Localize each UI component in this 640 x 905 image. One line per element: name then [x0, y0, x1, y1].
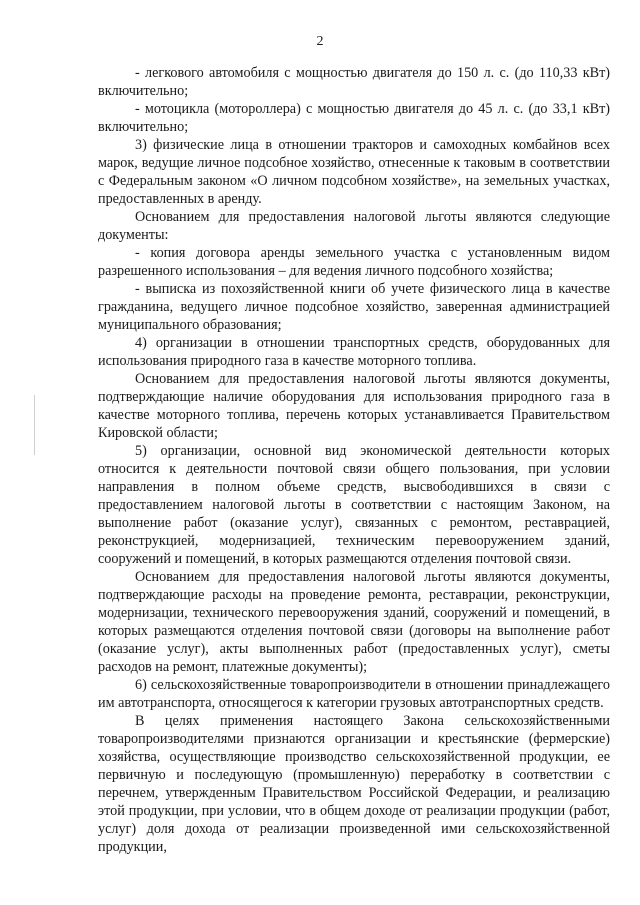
paragraph: - легкового автомобиля с мощностью двигателя до 150 л. с. (до 110,33 кВт) включительно;	[98, 65, 610, 99]
paragraph: - выписка из похозяйственной книги об учете физического лица в качестве гражданина, ведущего личное подсобное хозяйство, заверенная администрацией муниципального образования;	[98, 281, 610, 333]
scan-margin-mark	[34, 395, 35, 455]
paragraph: Основанием для предоставления налоговой льготы являются документы, подтверждающие расходы на проведение ремонта, реставрации, реконструкции, модернизации, технического перевооружения зданий, сооружений и помещений, в которых размещаются отделения почтовой связи (договоры на выполнение работ (оказание услуг), акты выполненных работ (предоставленных услуг), сметы расходов на ремонт, платежные документы);	[98, 569, 610, 675]
page-number: 2	[316, 34, 324, 49]
paragraph: Основанием для предоставления налоговой льготы являются следующие документы:	[98, 209, 610, 243]
document-body	[98, 64, 610, 856]
paragraph: Основанием для предоставления налоговой льготы являются документы, подтверждающие наличие оборудования для использования природного газа в качестве моторного топлива, перечень которых устанавливается Правительством Кировской области;	[98, 371, 610, 441]
paragraph: 5) организации, основной вид экономической деятельности которых относится к деятельности почтовой связи общего пользования, при условии направления в полном объеме средств, высвободившихся в связи с предоставлением налоговой льготы в соответствии с настоящим Законом, на выполнение работ (оказание услуг), связанных с ремонтом, реставрацией, реконструкцией, модернизацией, техническим перевооружением зданий, сооружений и помещений, в которых размещаются отделения почтовой связи.	[98, 443, 610, 567]
paragraph: - копия договора аренды земельного участка с установленным видом разрешенного использования – для ведения личного подсобного хозяйства;	[98, 245, 610, 279]
paragraph: 4) организации в отношении транспортных средств, оборудованных для использования природного газа в качестве моторного топлива.	[98, 335, 610, 369]
paragraph: 3) физические лица в отношении тракторов и самоходных комбайнов всех марок, ведущие личное подсобное хозяйство, отнесенные к таковым в соответствии с Федеральным законом «О личном подсобном хозяйстве», на земельных участках, предоставленных в аренду.	[98, 137, 610, 207]
paragraph: 6) сельскохозяйственные товаропроизводители в отношении принадлежащего им автотранспорта, относящегося к категории грузовых автотранспортных средств.	[98, 677, 610, 711]
paragraph: В целях применения настоящего Закона сельскохозяйственными товаропроизводителями признаются организации и крестьянские (фермерские) хозяйства, осуществляющие производство сельскохозяйственной продукции, ее первичную и последующую (промышленную) переработку в соответствии с перечнем, утвержденным Правительством Российской Федерации, и реализацию этой продукции, при условии, что в общем доходе от реализации продукции (работ, услуг) доля дохода от реализации произведенной ими сельскохозяйственной продукции,	[98, 713, 610, 855]
paragraph: - мотоцикла (мотороллера) с мощностью двигателя до 45 л. с. (до 33,1 кВт) включительно;	[98, 101, 610, 135]
